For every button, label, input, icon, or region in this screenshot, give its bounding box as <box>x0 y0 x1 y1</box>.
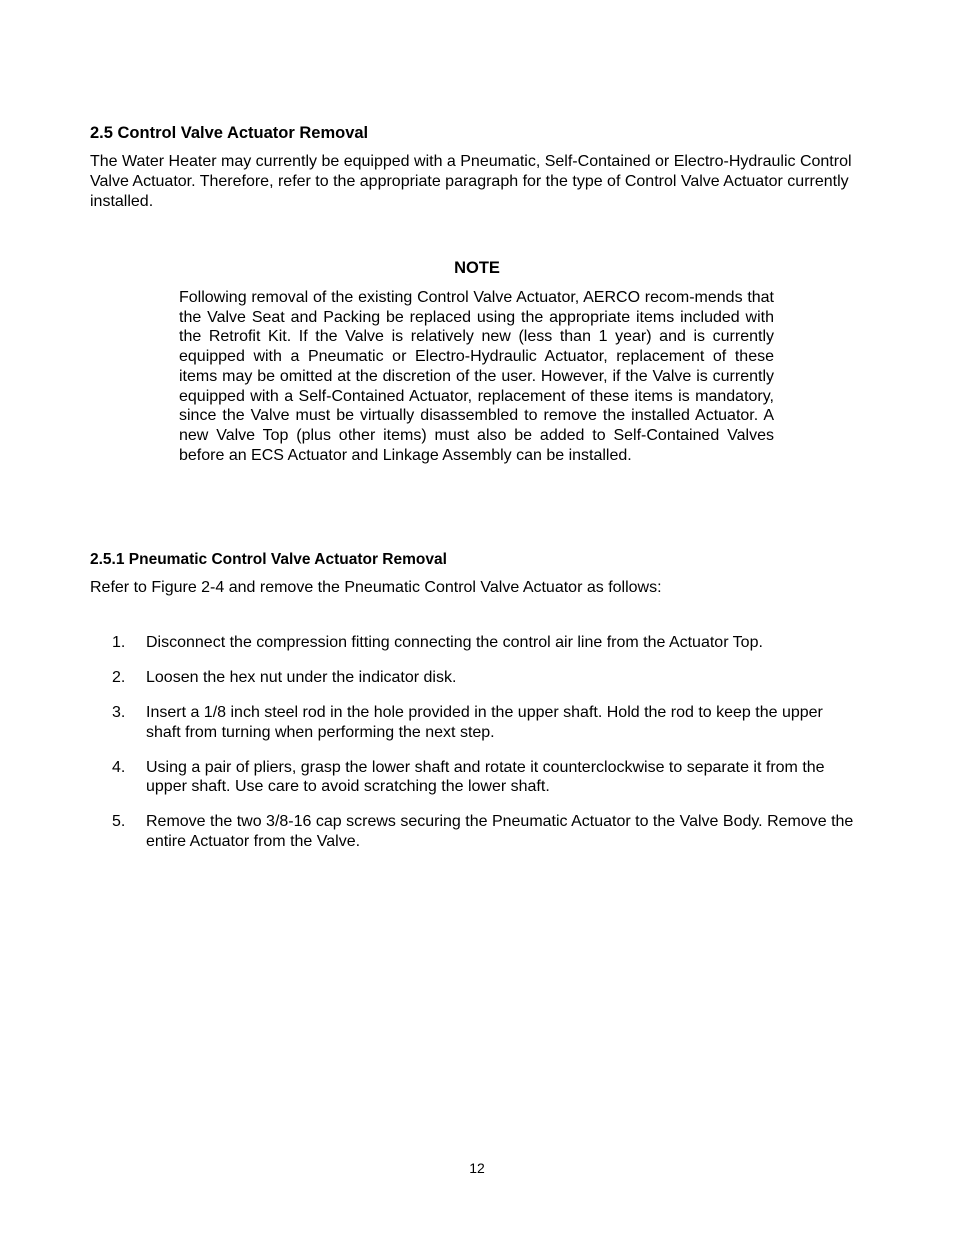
note-title: NOTE <box>454 259 500 277</box>
step-number: 1. <box>112 634 126 651</box>
step-text: Insert a 1/8 inch steel rod in the hole provided in the upper shaft. Hold the rod to keep the upper shaft from turning when performing the next step. <box>146 704 823 741</box>
step-text: Using a pair of pliers, grasp the lower shaft and rotate it counterclockwise to separate it from the upper shaft. Use care to avoid scratching the lower shaft. <box>146 758 825 795</box>
procedure-steps-list <box>112 633 857 867</box>
section-heading: 2.5 Control Valve Actuator Removal <box>90 124 369 142</box>
step-number: 4. <box>112 758 126 776</box>
step-text: Loosen the hex nut under the indicator disk. <box>146 669 457 686</box>
step-number: 5. <box>112 813 126 830</box>
subsection-heading: 2.5.1 Pneumatic Control Valve Actuator Removal <box>90 551 447 568</box>
note-body: Following removal of the existing Control Valve Actuator, AERCO recom-mends that the Valve Seat and Packing be replaced using the appropriate items included with the Retrofit Kit. If the Valve is relatively new (less than 1 year) and is currently equipped with a Pneumatic or Electro-Hydraulic Actuator, replacement of these items may be omitted at the discretion of the user. However, if the Valve is currently equipped with a Self-Contained Actuator, replacement of these items is mandatory, since the Valve must be virtually disassembled to remove the installed Actuator. A new Valve Top (plus other items) must also be added to Self-Contained Valves before an ECS Actuator and Linkage Assembly can be installed. <box>179 289 774 464</box>
step-text: Remove the two 3/8-16 cap screws securing the Pneumatic Actuator to the Valve Body. Remove the entire Actuator from the Valve. <box>146 813 854 850</box>
procedure-step <box>112 812 857 851</box>
procedure-step <box>112 633 857 653</box>
procedure-step <box>112 668 857 688</box>
subsection-intro-paragraph: Refer to Figure 2-4 and remove the Pneumatic Control Valve Actuator as follows: <box>90 579 662 596</box>
step-number: 3. <box>112 704 126 721</box>
section-intro-paragraph: The Water Heater may currently be equipped with a Pneumatic, Self-Contained or Electro-Hydraulic Control Valve Actuator. Therefore, refer to the appropriate paragraph for the type of Control Valve Actuator currently installed. <box>90 153 852 210</box>
procedure-step <box>112 758 857 797</box>
step-number: 2. <box>112 669 126 686</box>
step-text: Disconnect the compression fitting connecting the control air line from the Actuator Top. <box>146 634 763 651</box>
procedure-step <box>112 703 857 742</box>
page-number: 12 <box>469 1160 485 1176</box>
